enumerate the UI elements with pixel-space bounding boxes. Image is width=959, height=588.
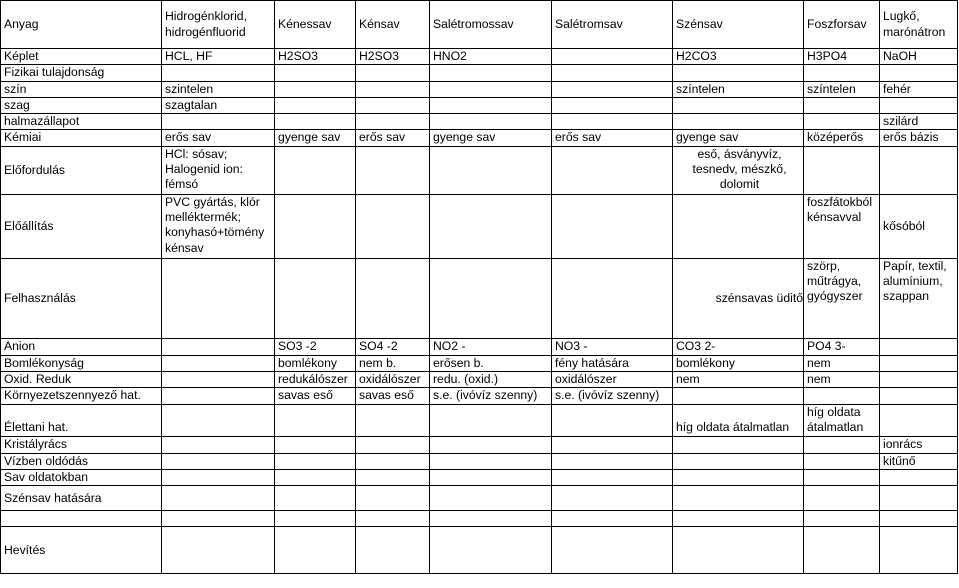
cell-phosphoric: szörp, műtrágya, gyógyszer: [804, 258, 880, 338]
cell-nitrous: redu. (oxid.): [430, 372, 552, 388]
cell-acid-hcl-hf: [162, 511, 275, 527]
cell-phosphoric: [804, 527, 880, 574]
table-row: [1, 486, 958, 511]
cell-substance: Képlet: [1, 49, 162, 65]
cell-phosphoric: [804, 388, 880, 404]
cell-lye: [880, 404, 958, 436]
cell-substance: Szénsav hatására: [1, 486, 162, 511]
cell-carbonic: [673, 486, 804, 511]
table-row: [1, 258, 958, 338]
cell-nitrous: NO2 -: [430, 338, 552, 355]
cell-lye: [880, 146, 958, 194]
cell-nitric: fény hatására: [552, 355, 673, 371]
cell-carbonic: híg oldata átalmatlan: [673, 404, 804, 436]
table-row: [1, 338, 958, 355]
cell-phosphoric: [804, 97, 880, 113]
cell-sulfurous: H2SO3: [275, 49, 356, 65]
table-row: [1, 527, 958, 574]
cell-phosphoric: H3PO4: [804, 49, 880, 65]
cell-nitrous: erősen b.: [430, 355, 552, 371]
cell-lye: fehér: [880, 81, 958, 97]
table-row: [1, 355, 958, 371]
cell-nitric: [552, 194, 673, 258]
cell-nitrous: [430, 194, 552, 258]
cell-lye: NaOH: [880, 49, 958, 65]
table-row: [1, 469, 958, 485]
cell-phosphoric: híg oldata átalmatlan: [804, 404, 880, 436]
table-row: [1, 194, 958, 258]
cell-substance: Előállítás: [1, 194, 162, 258]
table-row: [1, 372, 958, 388]
cell-substance: Előfordulás: [1, 146, 162, 194]
cell-nitrous: [430, 114, 552, 130]
cell-sulfuric: [356, 469, 430, 485]
cell-sulfuric: [356, 194, 430, 258]
cell-carbonic: gyenge sav: [673, 130, 804, 146]
cell-sulfurous: [275, 486, 356, 511]
cell-nitrous: s.e. (ivóvíz szenny): [430, 388, 552, 404]
cell-lye: ionrács: [880, 436, 958, 453]
cell-sulfuric: [356, 453, 430, 469]
cell-acid-hcl-hf: PVC gyártás, klór melléktermék; konyhasó+tömény kénsav: [162, 194, 275, 258]
cell-nitric: [552, 527, 673, 574]
cell-sulfurous: [275, 81, 356, 97]
cell-acid-hcl-hf: [162, 527, 275, 574]
cell-substance: Oxid. Reduk: [1, 372, 162, 388]
cell-carbonic: [673, 114, 804, 130]
cell-phosphoric: nem: [804, 372, 880, 388]
cell-phosphoric: középerős: [804, 130, 880, 146]
cell-substance: [1, 511, 162, 527]
cell-lye: [880, 338, 958, 355]
cell-sulfuric: nem b.: [356, 355, 430, 371]
cell-acid-hcl-hf: [162, 436, 275, 453]
table-row: [1, 65, 958, 81]
cell-substance: Anion: [1, 338, 162, 355]
cell-sulfuric: [356, 146, 430, 194]
cell-acid-hcl-hf: [162, 469, 275, 485]
cell-nitric: [552, 453, 673, 469]
cell-acid-hcl-hf: szagtalan: [162, 97, 275, 113]
cell-sulfurous: [275, 453, 356, 469]
cell-carbonic: nem: [673, 372, 804, 388]
cell-nitric: [552, 258, 673, 338]
cell-acid-hcl-hf: [162, 355, 275, 371]
cell-nitrous: [430, 469, 552, 485]
cell-lye: kitűnő: [880, 453, 958, 469]
cell-carbonic: [673, 97, 804, 113]
cell-sulfuric: [356, 114, 430, 130]
table-row: [1, 81, 958, 97]
cell-sulfuric: oxidálószer: [356, 372, 430, 388]
cell-nitrous: [430, 527, 552, 574]
cell-sulfuric: [356, 258, 430, 338]
table-row: [1, 49, 958, 65]
cell-phosphoric: színtelen: [804, 81, 880, 97]
cell-sulfurous: [275, 194, 356, 258]
cell-sulfuric: [356, 404, 430, 436]
cell-nitrous: HNO2: [430, 49, 552, 65]
cell-acid-hcl-hf: [162, 258, 275, 338]
cell-sulfurous: [275, 146, 356, 194]
cell-nitrous: [430, 404, 552, 436]
table-row: [1, 436, 958, 453]
cell-substance: Felhasználás: [1, 258, 162, 338]
cell-lye: [880, 355, 958, 371]
cell-carbonic: színtelen: [673, 81, 804, 97]
cell-nitric: [552, 486, 673, 511]
cell-phosphoric: [804, 436, 880, 453]
cell-acid-hcl-hf: [162, 114, 275, 130]
cell-acid-hcl-hf: [162, 338, 275, 355]
cell-substance: Környezetszennyező hat.: [1, 388, 162, 404]
cell-sulfuric: [356, 527, 430, 574]
cell-sulfurous: Kénessav: [275, 1, 356, 49]
cell-nitrous: [430, 436, 552, 453]
cell-substance: Fizikai tulajdonság: [1, 65, 162, 81]
cell-nitrous: Salétromossav: [430, 1, 552, 49]
table-row: [1, 453, 958, 469]
cell-sulfurous: [275, 114, 356, 130]
cell-phosphoric: PO4 3-: [804, 338, 880, 355]
cell-nitric: [552, 114, 673, 130]
cell-lye: kősóból: [880, 194, 958, 258]
cell-sulfurous: [275, 258, 356, 338]
table-row: [1, 114, 958, 130]
cell-nitric: [552, 511, 673, 527]
cell-carbonic: szénsavas üditő: [673, 258, 804, 338]
cell-nitrous: [430, 511, 552, 527]
cell-substance: szag: [1, 97, 162, 113]
cell-lye: Lugkő, marónátron: [880, 1, 958, 49]
cell-nitric: [552, 97, 673, 113]
cell-nitrous: [430, 81, 552, 97]
cell-phosphoric: [804, 453, 880, 469]
cell-sulfurous: [275, 469, 356, 485]
cell-lye: [880, 372, 958, 388]
cell-sulfurous: [275, 65, 356, 81]
cell-sulfurous: [275, 436, 356, 453]
cell-carbonic: [673, 194, 804, 258]
cell-carbonic: [673, 65, 804, 81]
cell-sulfurous: SO3 -2: [275, 338, 356, 355]
cell-substance: szín: [1, 81, 162, 97]
cell-acid-hcl-hf: [162, 372, 275, 388]
cell-acid-hcl-hf: szintelen: [162, 81, 275, 97]
cell-sulfuric: [356, 65, 430, 81]
table-row: [1, 146, 958, 194]
cell-substance: Bomlékonyság: [1, 355, 162, 371]
cell-substance: Élettani hat.: [1, 404, 162, 436]
table-row: [1, 404, 958, 436]
cell-nitrous: [430, 258, 552, 338]
cell-acid-hcl-hf: [162, 388, 275, 404]
cell-nitrous: [430, 97, 552, 113]
cell-nitric: [552, 436, 673, 453]
cell-nitric: s.e. (ivóvíz szenny): [552, 388, 673, 404]
cell-nitric: [552, 49, 673, 65]
cell-carbonic: eső, ásványvíz, tesnedv, mészkő, dolomit: [673, 146, 804, 194]
cell-lye: szilárd: [880, 114, 958, 130]
cell-nitrous: gyenge sav: [430, 130, 552, 146]
cell-phosphoric: foszfátokból kénsavval: [804, 194, 880, 258]
cell-substance: Vízben oldódás: [1, 453, 162, 469]
cell-nitric: [552, 404, 673, 436]
cell-sulfuric: [356, 436, 430, 453]
cell-lye: Papír, textil, alumínium, szappan: [880, 258, 958, 338]
cell-sulfuric: [356, 511, 430, 527]
header-row: [1, 1, 958, 49]
cell-phosphoric: [804, 511, 880, 527]
cell-sulfuric: [356, 486, 430, 511]
cell-phosphoric: nem: [804, 355, 880, 371]
cell-carbonic: H2CO3: [673, 49, 804, 65]
cell-carbonic: bomlékony: [673, 355, 804, 371]
cell-nitric: erős sav: [552, 130, 673, 146]
cell-carbonic: Szénsav: [673, 1, 804, 49]
cell-nitrous: [430, 65, 552, 81]
cell-sulfuric: [356, 81, 430, 97]
cell-sulfuric: [356, 97, 430, 113]
cell-carbonic: [673, 511, 804, 527]
cell-lye: [880, 486, 958, 511]
cell-phosphoric: [804, 486, 880, 511]
cell-carbonic: [673, 388, 804, 404]
cell-acid-hcl-hf: HCL, HF: [162, 49, 275, 65]
cell-nitrous: [430, 146, 552, 194]
cell-substance: Kristályrács: [1, 436, 162, 453]
cell-acid-hcl-hf: [162, 404, 275, 436]
cell-nitrous: [430, 453, 552, 469]
cell-nitric: oxidálószer: [552, 372, 673, 388]
cell-lye: [880, 527, 958, 574]
table-row: [1, 130, 958, 146]
cell-carbonic: [673, 469, 804, 485]
cell-lye: [880, 388, 958, 404]
cell-phosphoric: [804, 469, 880, 485]
cell-phosphoric: Foszforsav: [804, 1, 880, 49]
cell-sulfurous: [275, 404, 356, 436]
cell-nitric: [552, 65, 673, 81]
cell-acid-hcl-hf: [162, 453, 275, 469]
cell-lye: erős bázis: [880, 130, 958, 146]
cell-acid-hcl-hf: [162, 65, 275, 81]
cell-sulfuric: Kénsav: [356, 1, 430, 49]
table-row: [1, 97, 958, 113]
cell-lye: [880, 469, 958, 485]
cell-carbonic: [673, 453, 804, 469]
cell-acid-hcl-hf: erős sav: [162, 130, 275, 146]
cell-substance: Sav oldatokban: [1, 469, 162, 485]
cell-lye: [880, 65, 958, 81]
cell-substance: Anyag: [1, 1, 162, 49]
cell-nitric: [552, 146, 673, 194]
table-row: [1, 511, 958, 527]
cell-sulfurous: gyenge sav: [275, 130, 356, 146]
cell-sulfuric: SO4 -2: [356, 338, 430, 355]
cell-nitric: Salétromsav: [552, 1, 673, 49]
cell-sulfurous: bomlékony: [275, 355, 356, 371]
cell-sulfuric: erős sav: [356, 130, 430, 146]
cell-sulfuric: H2SO3: [356, 49, 430, 65]
cell-sulfurous: redukálószer: [275, 372, 356, 388]
cell-sulfurous: [275, 97, 356, 113]
cell-nitric: [552, 469, 673, 485]
cell-carbonic: CO3 2-: [673, 338, 804, 355]
cell-sulfurous: savas eső: [275, 388, 356, 404]
cell-phosphoric: [804, 65, 880, 81]
cell-nitric: [552, 81, 673, 97]
cell-phosphoric: [804, 146, 880, 194]
cell-sulfurous: [275, 527, 356, 574]
cell-acid-hcl-hf: [162, 486, 275, 511]
cell-phosphoric: [804, 114, 880, 130]
cell-substance: Hevítés: [1, 527, 162, 574]
cell-lye: [880, 97, 958, 113]
cell-sulfuric: savas eső: [356, 388, 430, 404]
cell-acid-hcl-hf: Hidrogénklorid, hidrogénfluorid: [162, 1, 275, 49]
cell-nitrous: [430, 486, 552, 511]
cell-substance: halmazállapot: [1, 114, 162, 130]
cell-nitric: NO3 -: [552, 338, 673, 355]
cell-carbonic: [673, 436, 804, 453]
cell-acid-hcl-hf: HCl: sósav; Halogenid ion: fémsó: [162, 146, 275, 194]
table-row: [1, 388, 958, 404]
cell-substance: Kémiai: [1, 130, 162, 146]
cell-lye: [880, 511, 958, 527]
cell-sulfurous: [275, 511, 356, 527]
cell-carbonic: [673, 527, 804, 574]
